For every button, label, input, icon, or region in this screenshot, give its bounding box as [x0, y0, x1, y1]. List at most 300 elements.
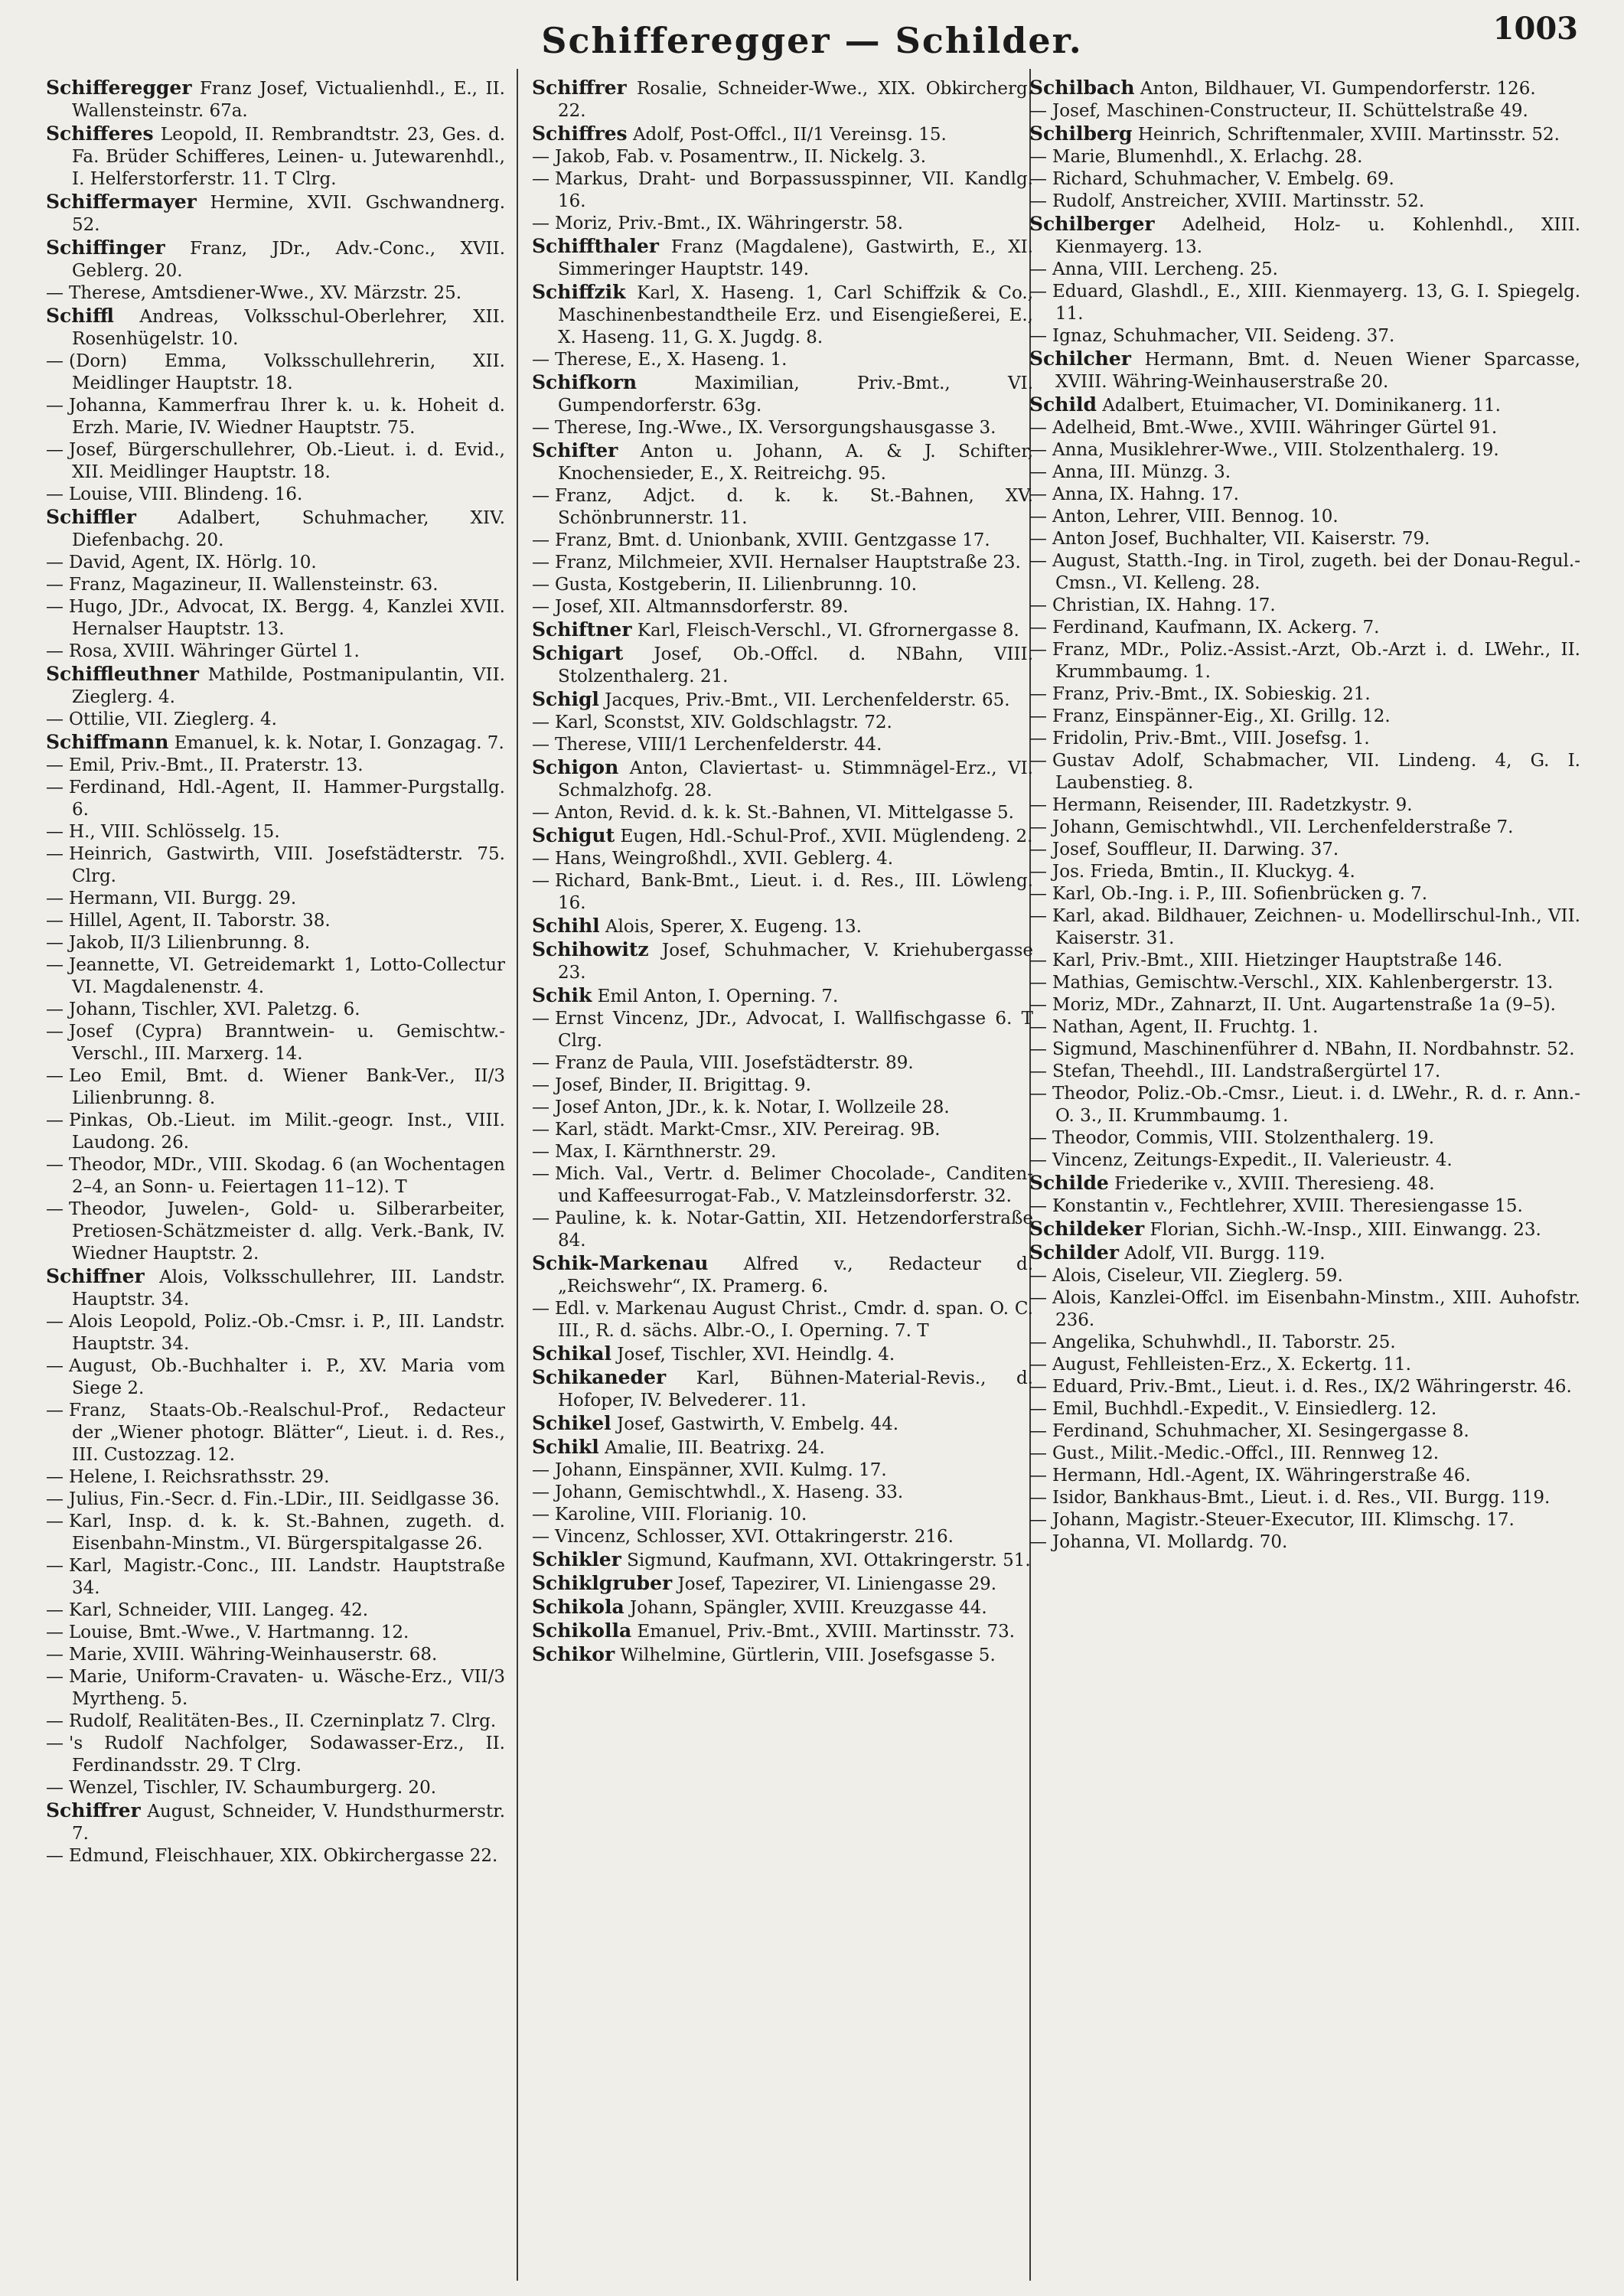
entry-surname: Schikler: [532, 1548, 621, 1570]
directory-entry: [1029, 439, 1580, 461]
entry-surname: Schikolla: [532, 1619, 632, 1642]
directory-entry: [46, 731, 505, 755]
directory-entry: [46, 1666, 505, 1711]
directory-entry: [1029, 1039, 1580, 1061]
entry-dash: —: [1029, 282, 1047, 302]
directory-entry: [1029, 883, 1580, 905]
directory-entry: [1029, 1061, 1580, 1083]
directory-entry: [46, 1355, 505, 1400]
directory-entry: [46, 439, 505, 484]
entry-details: Emil, Buchhdl.-Expedit., V. Einsiedlerg. 12.: [1052, 1399, 1437, 1419]
entry-surname: Schifkorn: [532, 371, 638, 393]
column-divider: [517, 69, 518, 2281]
directory-entry: [1029, 122, 1580, 146]
directory-entry: [532, 1436, 1033, 1459]
entry-dash: —: [1029, 147, 1047, 167]
entry-details: Mich. Val., Vertr. d. Belimer Chocolade-, Canditen- und Kaffeesurrogat-Fab., V. Matzleinsdorferstr. 32.: [555, 1164, 1033, 1206]
directory-entry: [532, 915, 1033, 938]
entry-details: Eugen, Hdl.-Schul-Prof., XVII. Müglendeng. 2.: [620, 827, 1033, 846]
directory-entry: [532, 1008, 1033, 1052]
entry-details: Rudolf, Anstreicher, XVIII. Martinsstr. 52.: [1052, 191, 1425, 211]
entry-details: Angelika, Schuhwhdl., II. Taborstr. 25.: [1052, 1332, 1396, 1352]
entry-details: Helene, I. Reichsrathsstr. 29.: [69, 1467, 330, 1487]
entry-details: Sigmund, Kaufmann, XVI. Ottakringerstr. 51.: [627, 1551, 1031, 1570]
directory-entry: [532, 281, 1033, 349]
directory-entry: [532, 1141, 1033, 1163]
entry-dash: —: [46, 1512, 64, 1531]
entry-details: Anton, Lehrer, VIII. Bennog. 10.: [1052, 507, 1339, 527]
directory-entry: [532, 712, 1033, 734]
directory-entry: [532, 802, 1033, 824]
entry-dash: —: [1029, 1421, 1047, 1441]
entry-dash: —: [532, 597, 549, 617]
directory-entry: [532, 1643, 1033, 1667]
entry-dash: —: [1029, 1488, 1047, 1508]
entry-dash: —: [532, 1142, 549, 1162]
directory-entry: [532, 530, 1033, 552]
entry-dash: —: [1029, 817, 1047, 837]
directory-entry: [1029, 1332, 1580, 1354]
directory-entry: [532, 235, 1033, 281]
directory-entry: [46, 1845, 505, 1867]
directory-entry: [1029, 168, 1580, 191]
entry-dash: —: [1029, 551, 1047, 571]
entry-dash: —: [532, 486, 549, 506]
entry-details: Hugo, JDr., Advocat, IX. Bergg. 4, Kanzlei XVII. Hernalser Hauptstr. 13.: [69, 597, 505, 639]
entry-dash: —: [1029, 684, 1047, 704]
entry-surname: Schiffres: [532, 122, 628, 145]
directory-entry: [46, 1733, 505, 1777]
entry-details: Adolf, Post-Offcl., II/1 Vereinsg. 15.: [632, 125, 947, 145]
entry-dash: —: [46, 755, 64, 775]
entry-dash: —: [1029, 1084, 1047, 1104]
directory-entry: [532, 824, 1033, 848]
directory-entry: [1029, 550, 1580, 595]
entry-details: Karl, Magistr.-Conc., III. Landstr. Hauptstraße 34.: [69, 1556, 505, 1598]
directory-entry: [46, 1400, 505, 1466]
entry-details: Hermine, XVII. Gschwandnerg. 52.: [72, 193, 505, 235]
entry-surname: Schilcher: [1029, 347, 1131, 370]
entry-dash: —: [1029, 1332, 1047, 1352]
entry-surname: Schilberger: [1029, 213, 1155, 235]
entry-details: Franz (Magdalene), Gastwirth, E., XI. Simmeringer Hauptstr. 149.: [558, 237, 1033, 279]
entry-details: Karl, Sconstst, XIV. Goldschlagstr. 72.: [555, 713, 892, 732]
entry-dash: —: [532, 1505, 549, 1525]
entry-surname: Schigut: [532, 824, 615, 846]
entry-details: Ernst Vincenz, JDr., Advocat, I. Wallfischgasse 6. T Clrg.: [555, 1009, 1033, 1051]
entry-details: Josef, Tischler, XVI. Heindlg. 4.: [617, 1345, 895, 1365]
entry-details: Alois, Kanzlei-Offcl. im Eisenbahn-Minstm., XIII. Auhofstr. 236.: [1052, 1288, 1580, 1330]
directory-entry: [532, 168, 1033, 213]
entry-surname: Schiffermayer: [46, 191, 197, 213]
entry-surname: Schikor: [532, 1643, 615, 1665]
directory-entry: [532, 1459, 1033, 1482]
entry-surname: Schiffner: [46, 1265, 145, 1287]
entry-surname: Schikal: [532, 1342, 611, 1365]
directory-entry: [46, 395, 505, 439]
entry-dash: —: [1029, 840, 1047, 859]
entry-dash: —: [46, 911, 64, 931]
entry-dash: —: [46, 575, 64, 595]
directory-entry: [1029, 191, 1580, 213]
directory-entry: [46, 1600, 505, 1622]
entry-details: Richard, Schuhmacher, V. Embelg. 69.: [1052, 169, 1394, 189]
directory-entry: [1029, 281, 1580, 325]
directory-entry: [1029, 1195, 1580, 1218]
entry-dash: —: [1029, 1443, 1047, 1463]
directory-entry: [532, 485, 1033, 530]
entry-dash: —: [46, 283, 64, 303]
entry-details: Moriz, Priv.-Bmt., IX. Währingerstr. 58.: [555, 214, 904, 233]
entry-details: Eduard, Glashdl., E., XIII. Kienmayerg. 13, G. I. Spiegelg. 11.: [1052, 282, 1580, 324]
entry-details: Jakob, Fab. v. Posamentrw., II. Nickelg. 3.: [555, 147, 927, 167]
entry-dash: —: [46, 1401, 64, 1420]
entry-details: Ferdinand, Kaufmann, IX. Ackerg. 7.: [1052, 618, 1380, 638]
entry-details: Anton, Claviertast- u. Stimmnägel-Erz., VI. Schmalzhofg. 28.: [558, 758, 1033, 801]
directory-entry: [46, 282, 505, 305]
entry-details: H., VIII. Schlösselg. 15.: [69, 822, 280, 842]
entry-details: Johann, Gemischtwhdl., VII. Lerchenfelderstraße 7.: [1052, 817, 1514, 837]
entry-details: Adelheid, Bmt.-Wwe., XVIII. Währinger Gürtel 91.: [1052, 418, 1498, 438]
entry-surname: Schilberg: [1029, 122, 1133, 145]
entry-details: Rudolf, Realitäten-Bes., II. Czerninplatz 7. Clrg.: [69, 1711, 497, 1731]
entry-details: Josef, Ob.-Offcl. d. NBahn, VIII. Stolzenthalerg. 21.: [558, 644, 1033, 687]
entry-dash: —: [46, 1556, 64, 1576]
entry-details: Karoline, VIII. Florianig. 10.: [555, 1505, 807, 1525]
entry-surname: Schigon: [532, 756, 619, 778]
entry-details: Jacques, Priv.-Bmt., VII. Lerchenfelderstr. 65.: [605, 690, 1010, 710]
entry-details: Louise, Bmt.-Wwe., V. Hartmanng. 12.: [69, 1623, 409, 1642]
entry-dash: —: [1029, 862, 1047, 882]
entry-dash: —: [46, 1467, 64, 1487]
entry-details: Franz, Bmt. d. Unionbank, XVIII. Gentzgasse 17.: [555, 530, 990, 550]
directory-entry: [532, 1504, 1033, 1526]
entry-details: Wenzel, Tischler, IV. Schaumburgerg. 20.: [69, 1778, 437, 1798]
directory-entry: [1029, 347, 1580, 393]
entry-dash: —: [532, 735, 549, 755]
directory-entry: [1029, 1127, 1580, 1150]
entry-surname: Schilder: [1029, 1241, 1120, 1264]
directory-entry: [532, 77, 1033, 122]
entry-dash: —: [1029, 618, 1047, 638]
entry-dash: —: [1029, 795, 1047, 815]
entry-details: Marie, Uniform-Cravaten- u. Wäsche-Erz., VII/3 Myrtheng. 5.: [69, 1667, 505, 1709]
entry-dash: —: [1029, 995, 1047, 1015]
entry-dash: —: [532, 1075, 549, 1095]
entry-surname: Schild: [1029, 393, 1097, 416]
entry-dash: —: [46, 1199, 64, 1219]
entry-details: Ottilie, VII. Zieglerg. 4.: [69, 709, 277, 729]
entry-details: Gustav Adolf, Schabmacher, VII. Lindeng. 4, G. I. Laubenstieg. 8.: [1052, 751, 1580, 793]
directory-entry: [532, 574, 1033, 596]
entry-details: Leo Emil, Bmt. d. Wiener Bank-Ver., II/3 Lilienbrunng. 8.: [69, 1066, 505, 1108]
entry-details: Josef, Souffleur, II. Darwing. 37.: [1052, 840, 1339, 859]
entry-surname: Schilbach: [1029, 77, 1135, 99]
entry-details: Adalbert, Etuimacher, VI. Dominikanerg. 11.: [1102, 396, 1501, 416]
directory-entry: [532, 1596, 1033, 1619]
entry-details: Vincenz, Zeitungs-Expedit., II. Valerieustr. 4.: [1052, 1150, 1453, 1170]
directory-entry: [46, 351, 505, 395]
entry-surname: Schihl: [532, 915, 600, 937]
directory-entry: [532, 1412, 1033, 1436]
entry-details: Karl, Insp. d. k. k. St.-Bahnen, zugeth. d. Eisenbahn-Minstm., VI. Bürgerspitalgasse 26.: [69, 1512, 505, 1554]
entry-details: Nathan, Agent, II. Fruchtg. 1.: [1052, 1017, 1319, 1037]
entry-details: Mathilde, Postmanipulantin, VII. Zieglerg. 4.: [72, 665, 505, 707]
directory-entry: [1029, 1287, 1580, 1332]
directory-entry: [46, 1466, 505, 1489]
directory-entry: [1029, 1487, 1580, 1509]
directory-entry: [46, 552, 505, 574]
entry-surname: Schifter: [532, 439, 618, 461]
entry-dash: —: [1029, 951, 1047, 970]
directory-entry: [1029, 817, 1580, 839]
directory-entry: [46, 305, 505, 351]
entry-details: Josef, Schuhmacher, V. Kriehubergasse 23.: [558, 941, 1033, 983]
entry-details: Karl, städt. Markt-Cmsr., XIV. Pereirag. 9B.: [555, 1120, 941, 1140]
entry-details: Josef, Gastwirth, V. Embelg. 44.: [617, 1414, 899, 1434]
entry-details: Adelheid, Holz- u. Kohlenhdl., XIII. Kienmayerg. 13.: [1055, 215, 1580, 257]
entry-dash: —: [532, 1460, 549, 1480]
directory-entry: [46, 1154, 505, 1199]
entry-dash: —: [46, 484, 64, 504]
directory-entry: [1029, 595, 1580, 617]
entry-dash: —: [532, 1097, 549, 1117]
entry-details: Theodor, Commis, VIII. Stolzenthalerg. 19.: [1052, 1128, 1435, 1148]
entry-details: August, Schneider, V. Hundsthurmerstr. 7.: [72, 1802, 505, 1844]
entry-dash: —: [46, 1733, 64, 1753]
entry-details: Andreas, Volksschul-Oberlehrer, XII. Rosenhügelstr. 10.: [72, 307, 505, 349]
entry-details: Wilhelmine, Gürtlerin, VIII. Josefsgasse 5.: [620, 1645, 996, 1665]
entry-dash: —: [1029, 1062, 1047, 1081]
entry-dash: —: [46, 1711, 64, 1731]
entry-details: Max, I. Kärnthnerstr. 29.: [555, 1142, 777, 1162]
entry-dash: —: [532, 1009, 549, 1029]
entry-surname: Schik-Markenau: [532, 1252, 709, 1274]
entry-details: Markus, Draht- und Borpassusspinner, VII. Kandlg. 16.: [555, 169, 1033, 211]
entry-details: Karl, Ob.-Ing. i. P., III. Sofienbrücken g. 7.: [1052, 884, 1428, 904]
directory-column-1: [46, 77, 505, 2281]
entry-dash: —: [1029, 418, 1047, 438]
entry-details: Franz, Einspänner-Eig., XI. Grillg. 12.: [1052, 706, 1391, 726]
directory-entry: [1029, 213, 1580, 259]
entry-dash: —: [532, 575, 549, 595]
entry-details: Johann, Gemischtwhdl., X. Haseng. 33.: [555, 1482, 904, 1502]
entry-dash: —: [1029, 595, 1047, 615]
entry-dash: —: [532, 553, 549, 572]
entry-details: Franz de Paula, VIII. Josefstädterstr. 89.: [555, 1053, 914, 1073]
entry-surname: Schigl: [532, 688, 599, 710]
entry-details: Johann, Magistr.-Steuer-Executor, III. Klimschg. 17.: [1052, 1510, 1515, 1530]
entry-dash: —: [1029, 1510, 1047, 1530]
entry-details: Karl, X. Haseng. 1, Carl Schiffzik & Co., Maschinenbestandtheile Erz. und Eisengießerei, E., X. Haseng. 11, G. X. Jugdg. 8.: [558, 283, 1033, 347]
entry-dash: —: [532, 169, 549, 189]
entry-details: Franz, Magazineur, II. Wallensteinstr. 63.: [69, 575, 439, 595]
directory-entry: [1029, 1443, 1580, 1465]
entry-details: Anna, VIII. Lercheng. 25.: [1052, 259, 1278, 279]
entry-dash: —: [46, 1000, 64, 1019]
entry-details: Christian, IX. Hahng. 17.: [1052, 595, 1276, 615]
entry-surname: Schigart: [532, 642, 624, 664]
entry-details: Franz, Priv.-Bmt., IX. Sobieskig. 21.: [1052, 684, 1371, 704]
entry-dash: —: [46, 1645, 64, 1665]
entry-dash: —: [46, 396, 64, 416]
entry-details: Heinrich, Schriftenmaler, XVIII. Martinsstr. 52.: [1137, 125, 1560, 145]
entry-details: Emanuel, Priv.-Bmt., XVIII. Martinsstr. 73.: [637, 1622, 1016, 1642]
directory-entry: [532, 1119, 1033, 1141]
entry-details: Eduard, Priv.-Bmt., Lieut. i. d. Res., IX/2 Währingerstr. 46.: [1052, 1377, 1572, 1397]
entry-details: Leopold, II. Rembrandtstr. 23, Ges. d. Fa. Brüder Schifferes, Leinen- u. Jutewarenhdl., I. Helferstorferstr. 11. T Clrg.: [72, 125, 505, 189]
entry-details: Anna, IX. Hahng. 17.: [1052, 484, 1239, 504]
entry-dash: —: [532, 1208, 549, 1228]
entry-details: Emil, Priv.-Bmt., II. Praterstr. 13.: [69, 755, 364, 775]
entry-dash: —: [46, 709, 64, 729]
entry-surname: Schiffrer: [46, 1799, 141, 1821]
directory-entry: [46, 777, 505, 821]
entry-dash: —: [46, 889, 64, 908]
directory-column-2: [532, 77, 1033, 2281]
entry-details: Konstantin v., Fechtlehrer, XVIII. Theresiengasse 15.: [1052, 1196, 1523, 1216]
entry-details: Alois, Ciseleur, VII. Zieglerg. 59.: [1052, 1266, 1343, 1286]
entry-dash: —: [532, 1120, 549, 1140]
directory-entry: [532, 1482, 1033, 1504]
entry-dash: —: [1029, 101, 1047, 121]
entry-dash: —: [1029, 1266, 1047, 1286]
directory-entry: [46, 821, 505, 843]
directory-entry: [1029, 972, 1580, 994]
entry-dash: —: [1029, 1288, 1047, 1308]
entry-surname: Schikaneder: [532, 1366, 667, 1388]
entry-details: Theodor, MDr., VIII. Skodag. 6 (an Wochentagen 2–4, an Sonn- u. Feiertagen 11–12). T: [69, 1155, 505, 1197]
directory-entry: [532, 642, 1033, 688]
entry-dash: —: [46, 1110, 64, 1130]
directory-entry: [1029, 1420, 1580, 1443]
entry-surname: Schikel: [532, 1412, 611, 1434]
entry-dash: —: [532, 1482, 549, 1502]
directory-entry: [1029, 1376, 1580, 1398]
entry-dash: —: [1029, 1196, 1047, 1216]
entry-details: Anton Josef, Buchhalter, VII. Kaiserstr. 79.: [1052, 529, 1430, 549]
directory-entry: [532, 984, 1033, 1008]
directory-entry: [1029, 1218, 1580, 1241]
directory-entry: [46, 506, 505, 552]
entry-dash: —: [532, 214, 549, 233]
entry-details: Franz Josef, Victualienhdl., E., II. Wallensteinstr. 67a.: [72, 79, 505, 121]
directory-entry: [1029, 683, 1580, 706]
directory-entry: [532, 1097, 1033, 1119]
entry-dash: —: [1029, 1017, 1047, 1037]
directory-entry: [532, 1572, 1033, 1596]
entry-surname: Schiftner: [532, 618, 632, 641]
entry-dash: —: [532, 1164, 549, 1184]
entry-details: Hillel, Agent, II. Taborstr. 38.: [69, 911, 331, 931]
entry-details: Jakob, II/3 Lilienbrunng. 8.: [69, 933, 311, 953]
directory-entry: [532, 688, 1033, 712]
entry-details: Johann, Einspänner, XVII. Kulmg. 17.: [555, 1460, 887, 1480]
entry-details: Therese, E., X. Haseng. 1.: [555, 350, 788, 370]
directory-entry: [1029, 417, 1580, 439]
entry-dash: —: [1029, 1399, 1047, 1419]
directory-entry: [46, 484, 505, 506]
entry-dash: —: [46, 1623, 64, 1642]
entry-details: Anton u. Johann, A. & J. Schifter, Knochensieder, E., X. Reitreichg. 95.: [558, 442, 1033, 484]
directory-entry: [532, 848, 1033, 870]
entry-dash: —: [1029, 751, 1047, 771]
directory-entry: [532, 1163, 1033, 1208]
entry-dash: —: [532, 147, 549, 167]
entry-details: Josef, Bürgerschullehrer, Ob.-Lieut. i. d. Evid., XII. Meidlinger Hauptstr. 18.: [69, 440, 505, 482]
directory-entry: [1029, 100, 1580, 122]
entry-details: 's Rudolf Nachfolger, Sodawasser-Erz., II. Ferdinandsstr. 29. T Clrg.: [69, 1733, 505, 1776]
entry-details: Louise, VIII. Blindeng. 16.: [69, 484, 303, 504]
entry-dash: —: [532, 713, 549, 732]
entry-dash: —: [1029, 1466, 1047, 1486]
entry-dash: —: [46, 1667, 64, 1687]
entry-dash: —: [46, 822, 64, 842]
entry-details: Ignaz, Schuhmacher, VII. Seideng. 37.: [1052, 326, 1395, 346]
directory-entry: [1029, 484, 1580, 506]
entry-details: Heinrich, Gastwirth, VIII. Josefstädterstr. 75. Clrg.: [69, 844, 505, 886]
directory-entry: [1029, 1172, 1580, 1195]
entry-dash: —: [532, 418, 549, 438]
directory-entry: [1029, 839, 1580, 861]
entry-details: Mathias, Gemischtw.-Verschl., XIX. Kahlenbergerstr. 13.: [1052, 973, 1554, 993]
entry-dash: —: [1029, 1150, 1047, 1170]
entry-details: Jeannette, VI. Getreidemarkt 1, Lotto-Collectur VI. Magdalenenstr. 4.: [69, 955, 505, 997]
directory-entry: [1029, 393, 1580, 417]
entry-details: August, Ob.-Buchhalter i. P., XV. Maria vom Siege 2.: [69, 1356, 505, 1398]
directory-entry: [532, 870, 1033, 915]
entry-dash: —: [1029, 1355, 1047, 1375]
entry-details: Friederike v., XVIII. Theresieng. 48.: [1114, 1174, 1435, 1194]
entry-details: Johann, Spängler, XVIII. Kreuzgasse 44.: [629, 1598, 987, 1618]
entry-surname: Schiffleuthner: [46, 663, 199, 685]
directory-entry: [1029, 1509, 1580, 1531]
directory-entry: [46, 910, 505, 932]
directory-entry: [532, 1619, 1033, 1643]
directory-entry: [1029, 1531, 1580, 1554]
entry-dash: —: [46, 1022, 64, 1042]
directory-entry: [532, 1366, 1033, 1412]
entry-details: Pauline, k. k. Notar-Gattin, XII. Hetzendorferstraße 84.: [555, 1208, 1033, 1251]
entry-dash: —: [532, 1527, 549, 1547]
entry-details: Richard, Bank-Bmt., Lieut. i. d. Res., III. Löwleng. 16.: [555, 871, 1033, 913]
directory-entry: [1029, 905, 1580, 950]
entry-details: Hermann, Bmt. d. Neuen Wiener Sparcasse, XVIII. Währing-Weinhauserstraße 20.: [1055, 350, 1580, 392]
entry-details: Therese, Ing.-Wwe., IX. Versorgungshausgasse 3.: [555, 418, 996, 438]
entry-surname: Schiffler: [46, 506, 136, 528]
entry-dash: —: [532, 871, 549, 891]
directory-entry: [46, 574, 505, 596]
entry-details: Ferdinand, Hdl.-Agent, II. Hammer-Purgstallg. 6.: [69, 778, 505, 820]
directory-entry: [46, 932, 505, 954]
directory-entry: [532, 1075, 1033, 1097]
entry-dash: —: [1029, 729, 1047, 748]
entry-details: Adolf, VII. Burgg. 119.: [1124, 1244, 1326, 1264]
entry-dash: —: [46, 641, 64, 661]
entry-details: Isidor, Bankhaus-Bmt., Lieut. i. d. Res., VII. Burgg. 119.: [1052, 1488, 1551, 1508]
entry-surname: Schifferegger: [46, 77, 192, 99]
directory-entry: [46, 1065, 505, 1110]
entry-details: Karl, Bühnen-Material-Revis., d. Hofoper, IV. Belvederег. 11.: [558, 1368, 1033, 1411]
entry-dash: —: [46, 844, 64, 864]
directory-column-3: [1029, 77, 1580, 2281]
entry-dash: —: [46, 553, 64, 572]
directory-entry: [1029, 77, 1580, 100]
directory-entry: [1029, 639, 1580, 683]
directory-entry: [46, 1711, 505, 1733]
directory-entry: [46, 954, 505, 999]
entry-dash: —: [46, 1066, 64, 1086]
